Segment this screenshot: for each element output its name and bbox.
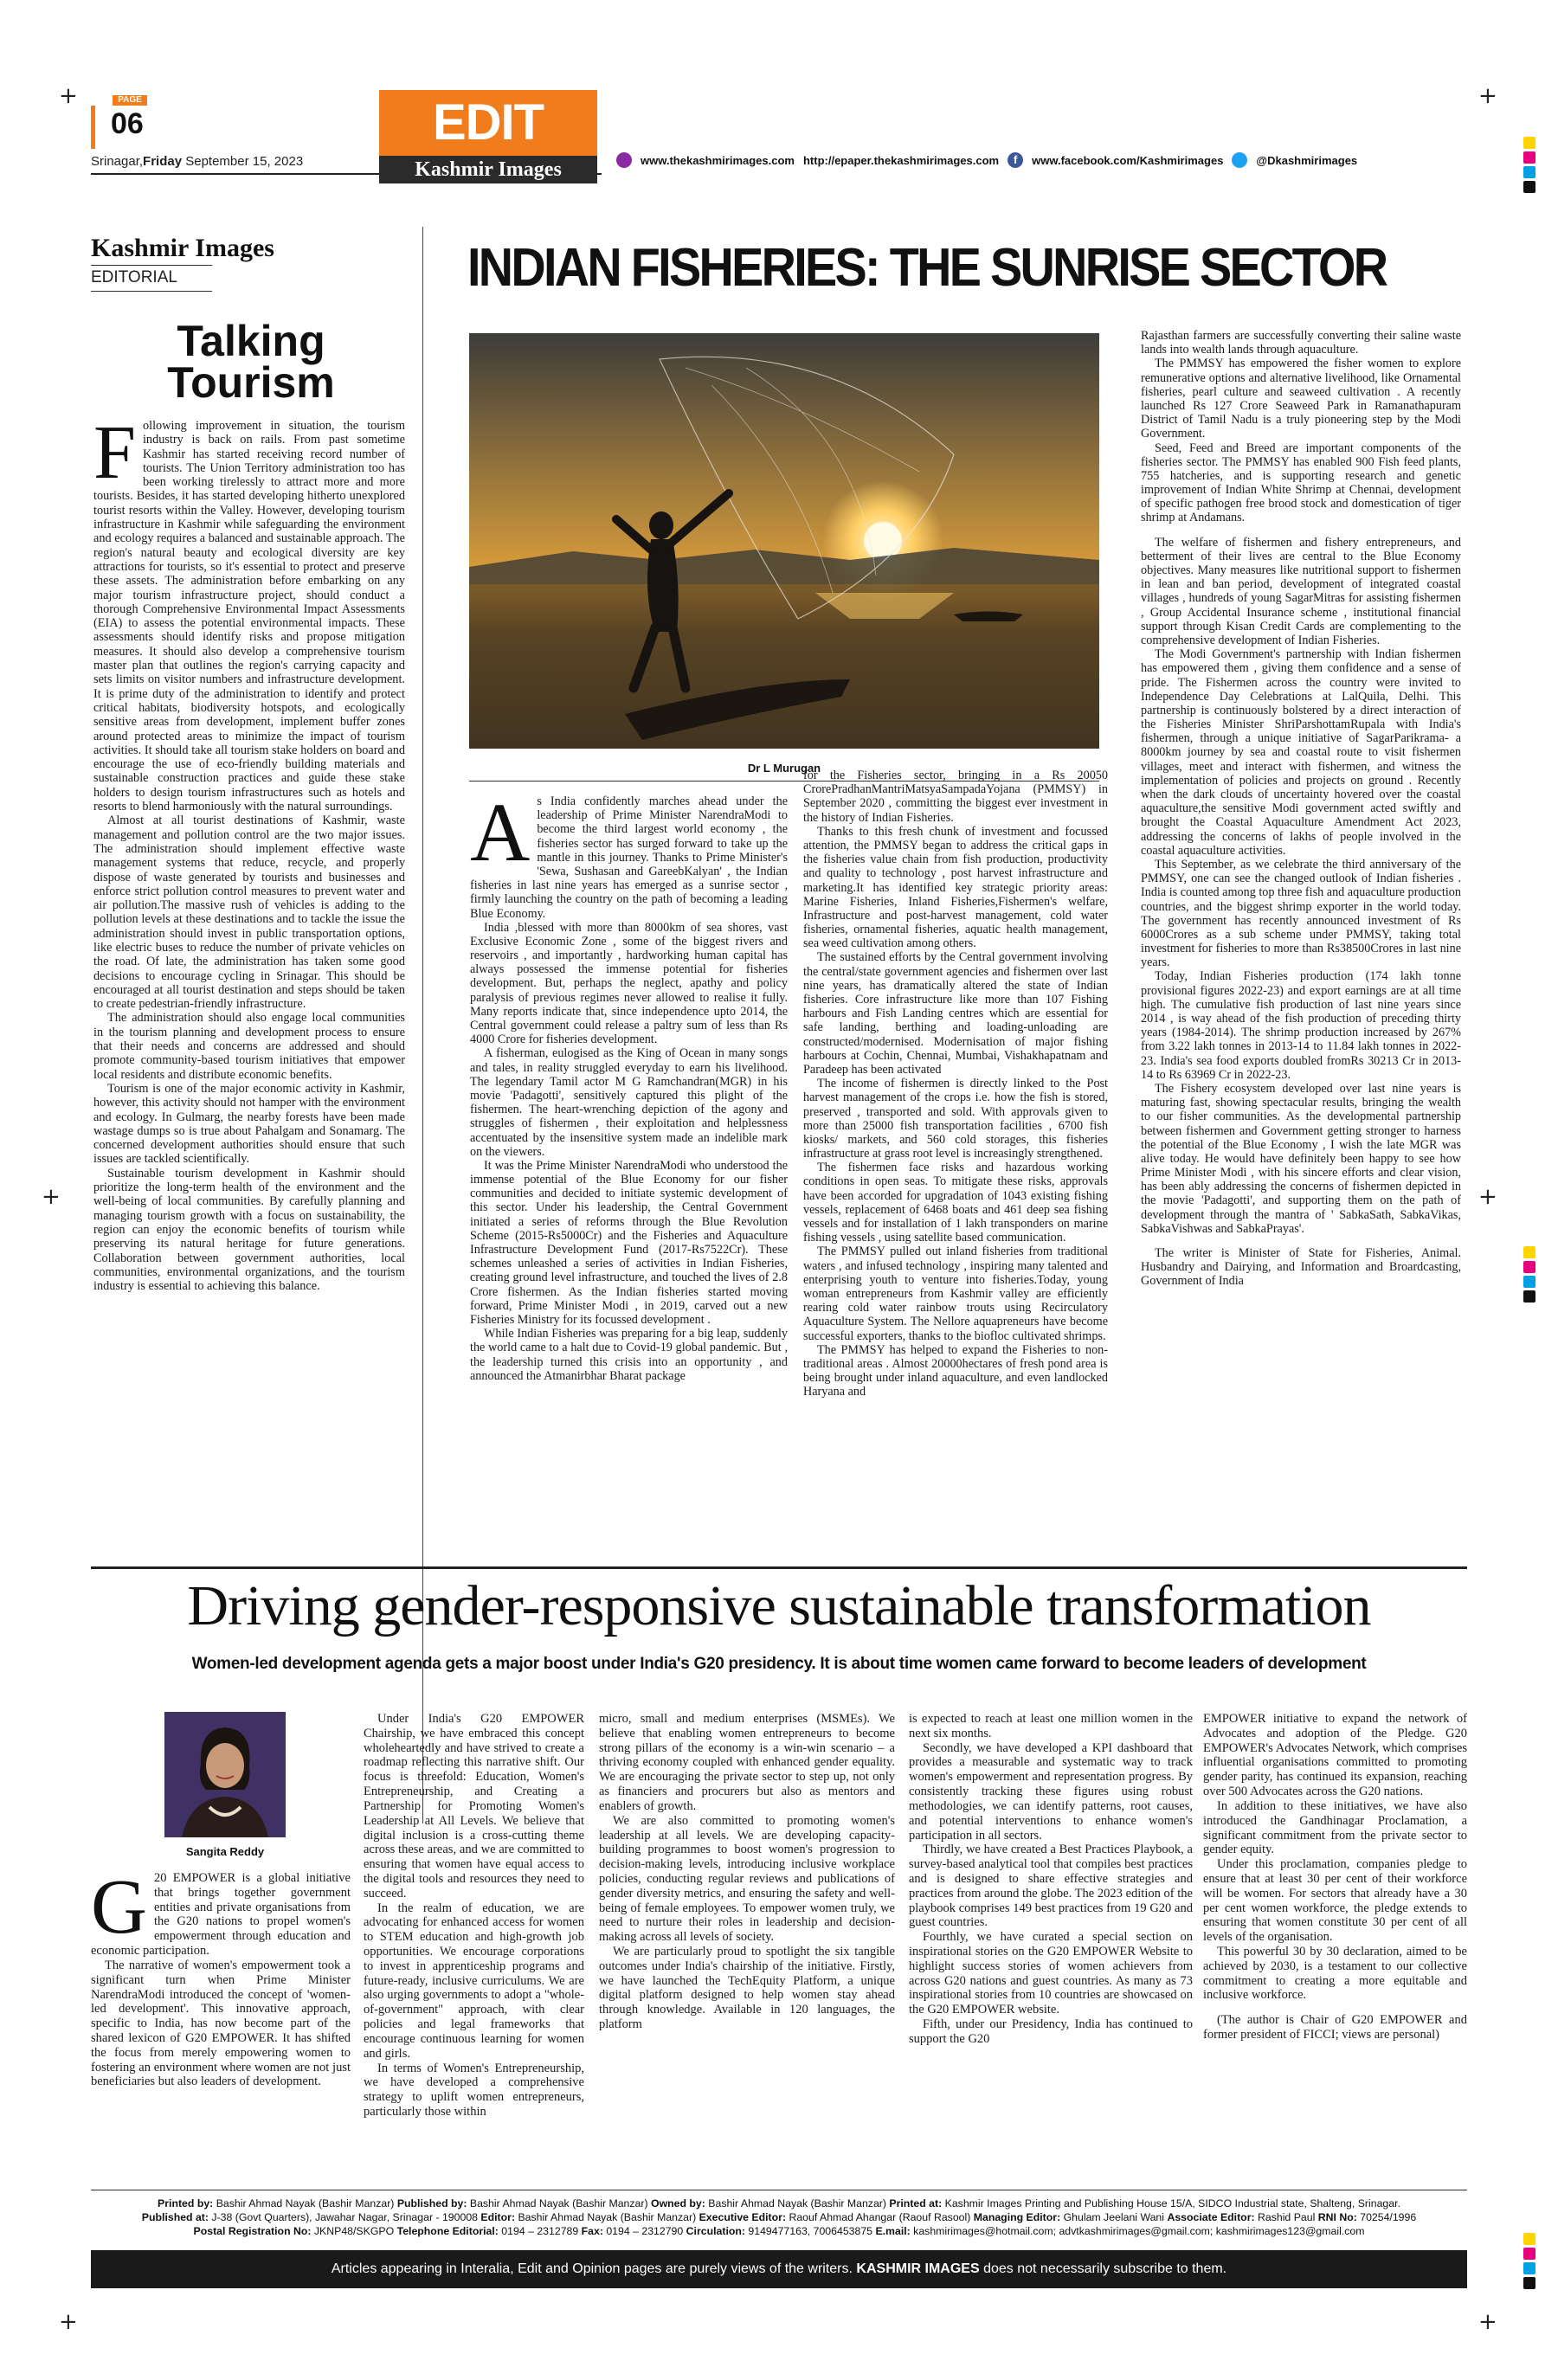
registration-mark: + xyxy=(1478,83,1497,109)
gender-subhead: Women-led development agenda gets a major boost under India's G20 presidency. It is about time women came forward to become leaders of development xyxy=(191,1655,1367,1673)
gender-column-4: is expected to reach at least one million women in the next six months. Secondly, we have developed a KPI dashboard that provides a measurable and systematic way to track women's empowerment and representation progress. By consistently tracking these figures using robust methodologies, we can identify patterns, root causes, and potential interventions to enhance women's participation in all sectors. Thirdly, we have created a Best Practices Playbook, a survey-based analytical tool that compiles best practices and is designed to share effective strategies and practices from around the globe. The 2023 edition of the playbook comprises 149 best practices from 19 G20 and guest countries. Fourthly, we have curated a special section on inspirational stories on the G20 EMPOWER Website to highlight success stories of women achievers from across G20 nations and guest countries. As many as 73 inspirational stories from 10 countries are showcased on the G20 EMPOWER website. Fifth, under our Presidency, India has continued to support the G20 xyxy=(909,1712,1193,2046)
editorial-title: Talking Tourism xyxy=(167,317,335,407)
gender-headline: Driving gender-responsive sustainable transformation xyxy=(187,1574,1371,1637)
twitter-icon xyxy=(1232,152,1247,168)
website-link[interactable]: www.thekashmirimages.com xyxy=(641,153,795,167)
fisheries-column-3: Rajasthan farmers are successfully converting their saline waste lands into wealth lands through aquaculture. The PMMSY has empowered the fisher women to explore remunerative options and alternative livelihood, like Ornamental fisheries, pearl culture and seaweed cultivation . A recently launched Rs 127 Crore Seaweed Park in Ramanathapuram District of Tamil Nadu is a truly pioneering step by the Modi Government. Seed, Feed and Breed are important components of the fisheries sector. The PMMSY has enabled 900 Fish feed plants, 755 hatcheries, and is supporting research and genetic improvement of Indian White Shrimp at Chennai, development of specific pathogen free brood stock and domestication of tiger shrimp at Andamans. The welfare of fishermen and fishery entrepreneurs, and betterment of their lives are central to the Blue Economy objectives. Many measures like nutritional support to fishermen in lean and ban period, development of integrated coastal villages , hundreds of young SagarMitras for assisting fishermen , Group Accidental Insurance scheme , institutional financial support through Kisan Credit Cards are complementing to the comprehensive development of Indian Fisheries. The Modi Government's partnership with Indian fishermen has empowered them , giving them confidence and a sense of pride. The Fishermen across the country were invited to Independence Day Celebrations at LalQuila, Delhi. This partnership is continuously bolstered by a direct interaction of the Fisheries Minister ShriParshottamRupala with India's fishermen, through a unique initiative of SagarParikrama- a 8000km journey by sea and coastal route to visit fishermen villages, meet and interact with fishermen, and witness the implementation of policies and projects on ground . Recently when the dark clouds of uncertainty hovered over the coastal aquaculture,the sensitive Modi government acted swiftly and brought the Coastal Aquaculture Amendment Act 2023, addressing the concerns of lakhs of people involved in the coastal aquaculture activities. This September, as we celebrate the third anniversary of the PMMSY, one can see the changed outlook of Indian fisheries . India is counted among top three fish and aquaculture production countries, and the biggest shrimp exporter in the world today. The government has recently announced investment of Rs 6000Crores as a sub scheme under PMMSY, taking total investment for fisheries to more than Rs38500Crores in last nine years. Today, Indian Fisheries production (174 lakh tonne provisional figures 2022-23) and export earnings are at all time high. The cumulative fish production of last nine years since 2014 , is way ahead of the fish production of preceding thirty years (1984-2014). The shrimp production increased by 267% from 3.22 lakh tonnes in 2013-14 to 11.84 lakh tonnes in 2022-23. India's sea food exports doubled fromRs 30213 Cr in 2013-14 to Rs 63969 Cr in 2022-23. The Fishery ecosystem developed over last nine years is maturing fast, showing spectacular results, bringing the wealth to our fisher communities. As the developmental partnership between fishermen and Government getting stronger to harness the potential of the Blue Economy , I wish the late MGR was alive today. He would have definitely been happy to see how Prime Minister Modi , with his sincere efforts and clear vision, has been ably addressing the concerns of fishermen depicted in the movie 'Padagotti', and supporting them on the path of development through the mantra of ' SabkaSath, SabkaVikas, SabkaVishwas and SabkaPrayas'. The writer is Minister of State for Fisheries, Animal. Husbandry and Dairying, and Information and Broardcasting, Government of India xyxy=(1141,329,1461,1289)
editorial-brand: Kashmir Images xyxy=(91,234,274,262)
gender-column-2: Under India's G20 EMPOWER Chairship, we have embraced this concept wholeheartedly and have strived to create a roadmap reflecting this narrative shift. Our focus is threefold: Education, Women's Entrepreneurship, and Creating a Partnership for Promoting Women's Leadership at All Levels. We believe that digital inclusion is a cross-cutting theme across these areas, and we are committed to ensuring that women have equal access to the digital tools and resources they need to succeed. In the realm of education, we are advocating for enhanced access for women to STEM education and high-growth job opportunities. We encourage corporations to invest in apprenticeship programs and future-ready, inclusive curriculums. We are also urging governments to adopt a "whole-of-government" approach, with clear policies and legal frameworks that encourage continuous learning for women and girls. In terms of Women's Entrepreneurship, we have developed a comprehensive strategy to uplift women entrepreneurs, particularly those within xyxy=(364,1712,584,2119)
fisheries-author-note: The writer is Minister of State for Fisheries, Animal. Husbandry and Dairying, and Information and Broardcasting, Government of India xyxy=(1141,1246,1461,1289)
registration-mark: + xyxy=(59,2309,78,2335)
website-icon xyxy=(616,152,632,168)
dateline: Srinagar,Friday September 15, 2023 xyxy=(91,154,304,169)
fisheries-dropcap: A xyxy=(470,786,531,878)
twitter-link[interactable]: @Dkashmirimages xyxy=(1256,153,1358,167)
gender-column-1: G 20 EMPOWER is a global initiative that brings together government entities and private organisations from the G20 nations to propel women's empowerment through education and economic participation. The narrative of women's empowerment took a significant turn when Prime Minister NarendraModi introduced the concept of 'women-led development'. This innovative approach, specific to India, has now become part of the shared lexicon of G20 EMPOWER. It has shifted the focus from merely empowering women to fostering an environment where women are not just beneficiaries but also leaders of development. xyxy=(91,1864,351,2089)
registration-mark: + xyxy=(42,1184,61,1210)
editorial-rule xyxy=(91,265,212,266)
editorial-body: F ollowing improvement in situation, the tourism industry is back on rails. From past sometime Kashmir has started receiving record number of tourists. The Union Territory administration too has been working tirelessly to attract more and more tourists. Besides, it has started developing hitherto unexplored tourist resorts within the Valley. However, developing tourism infrastructure in Kashmir while safeguarding the environment and ecology requires a balanced and sustainable approach. The region's natural beauty and ecological diversity are key attractions for tourists, so it's essential to protect and preserve these assets. The administration before embarking on any major tourism infrastructure project, should conduct a thorough Comprehensive Environmental Impact Assessments (EIA) to assess the potential environmental impacts. These assessments should identify risks and propose mitigation measures. It should also develop a comprehensive tourism master plan that outlines the region's carrying capacity and sets limits on visitor numbers and infrastructure development. It is prime duty of the administration to identify and protect critical habitats, biodiversity hotspots, and ecologically sensitive areas from development, implement buffer zones around protected areas to minimize the impact of tourism activities. It should take all tourism stake holders on board and encourage the use of eco-friendly building materials and sustainable construction practices and guide these stake holders to design tourism infrastructures such as hotels and resorts to blend harmoniously with the natural surroundings. Almost at all tourist destinations of Kashmir, waste management and pollution control are the two major issues. The administration should implement effective waste management systems that reduce, recycle, and properly dispose of waste generated by tourists and businesses and enforce strict pollution control measures to prevent water and air pollution.The massive rush of vehicles is adding to the pollution levels at these destinations and to tackle the issue the administration should invest in public transportation options, like electric buses to reduce the number of private vehicles on the road. Of late, the administration has taken some good decisions to encourage cycling in Srinagar. This should be encouraged at all tourist destination and steps should be taken to create pedestrian-friendly infrastructure. The administration should also engage local communities in the tourism planning and development process to ensure that their needs and concerns are addressed and should promote community-based tourism initiatives that empower local residents and distribute economic benefits. Tourism is one of the major economic activity in Kashmir, however, this activity should not hamper with the environment and ecology. In Gulmarg, the nearby forests have been made wastage dumps so is true about Pahalgam and Sonamarg. The concerned development authorities should ensure that such issues are tackled scientifically. Sustainable tourism development in Kashmir should prioritize the long-term health of the environment and the well-being of local communities. By carefully planning and managing tourism growth with a focus on sustainability, the region can enjoy the economic benefits of tourism while preserving its natural heritage for future generations. Collaboration between government authorities, local communities, environmental organizations, and the tourism industry is essential to achieving this balance. xyxy=(93,411,405,1294)
imprint xyxy=(91,2197,1467,2239)
editorial-label: EDITORIAL xyxy=(91,268,177,286)
fisherman-photo xyxy=(469,333,1099,749)
fisheries-headline: INDIAN FISHERIES: THE SUNRISE SECTOR xyxy=(467,238,1387,298)
header-links xyxy=(616,152,1357,168)
gender-column-3: micro, small and medium enterprises (MSMEs). We believe that enabling women entrepreneurs to become strong pillars of the economy is a win-win scenario – a thriving economy coupled with enhanced gender equality. We are encouraging the private sector to step up, not only as financiers and procurers but also as mentors and enablers of growth. We are also committed to promoting women's leadership at all levels. We are developing capacity-building programmes to boost women's progression to decision-making levels, introducing inclusive workplace policies, conducting regular reviews and publications of gender diversity metrics, and ensuring the safety and well-being of female employees. To empower women truly, we need to nurture their roles in leadership and decision-making across all levels of society. We are particularly proud to spotlight the six tangible outcomes under India's chairship of the initiative. Firstly, we have launched the TechEquity Platform, a unique digital platform designed to help women stay ahead through knowledge. Available in 120 languages, the platform xyxy=(599,1712,895,2032)
registration-mark: + xyxy=(59,83,78,109)
section-title: EDIT xyxy=(379,90,597,156)
fisheries-column-1: A s India confidently marches ahead under the leadership of Prime Minister NarendraModi to become the third largest world economy , the fisheries sector has surged forward to take up the mantle in this journey. Thanks to Prime Minister's 'Sewa, Sushasan and GareebKalyan' , the Indian fisheries in last nine years has emerged as a sunrise sector , firmly launching the country on the path of becoming a leading Blue Economy. India ,blessed with more than 8000km of sea shores, vast Exclusive Economic Zone , some of the biggest rivers and reservoirs , and importantly , hardworking human capital has always possessed the immense potential for fisheries development. But, perhaps the neglect, apathy and policy paralysis of previous regimes never allowed to realise it fully. Many reports indicate that, since independence upto 2014, the Central government could release a paltry sum of less than Rs 4000 Crore for fisheries development. A fisherman, eulogised as the King of Ocean in many songs and tales, in reality struggled everyday to earn his livelihood. The legendary Tamil actor M G Ramchandran(MGR) in his movie 'Padagotti', sensitively captured this plight of the fishermen. The heart-wrenching depiction of the agony and struggles of fishermen , their exploitation and helplessness accentuated by the insensitive system made an indelible mark on the viewers. It was the Prime Minister NarendraModi who understood the immense potential of the Blue Economy for our fisher communities and decided to initiate systemic development of this sector. Under his leadership, the Central Government initiated a series of reforms through the Blue Revolution Scheme (2015-Rs5000Cr) and the Fisheries and Aquaculture Infrastructure Development Fund (2017-Rs7522Cr). These schemes unleashed a series of activities in Indian Fisheries, creating ground level infrastructure, and touched the lives of 2.8 Crore fishermen. As the Indian fisheries started moving forward, Prime Minister Modi , in 2019, carved out a new Fisheries Ministry for its focussed development . While Indian Fisheries was preparing for a big leap, suddenly the world came to a halt due to Covid-19 global pandemic. But , the leadership turned this crisis into an opportunity , and announced the Atmanirbhar Bharat package xyxy=(470,786,788,1383)
editorial-dropcap: F xyxy=(93,411,136,495)
color-calibration-bar xyxy=(1523,1246,1535,1305)
section-brand: Kashmir Images xyxy=(379,156,597,183)
gender-author-note: (The author is Chair of G20 EMPOWER and former president of FICCI; views are personal) xyxy=(1203,2013,1467,2042)
photo-credit: Dr L Murugan xyxy=(747,762,821,775)
epaper-link[interactable]: http://epaper.thekashmirimages.com xyxy=(802,153,1000,167)
color-calibration-bar xyxy=(1523,137,1535,196)
fisherman-sunset-image xyxy=(469,333,1099,749)
imprint-line-2: Published at: J-38 (Govt Quarters), Jawahar Nagar, Srinagar - 190008 Editor: Bashir Ahmad Nayak (Bashir Manzar) Executive Editor: Raouf Ahmad Ahangar (Raouf Rasool) Managing Editor: Ghulam Jeelani Wani Associate Editor: Rashid Paul RNI No: 70254/1996 xyxy=(141,2211,1417,2224)
sangita-reddy-portrait xyxy=(164,1712,286,1837)
page-number-accent xyxy=(91,106,95,149)
imprint-line-1: Printed by: Bashir Ahmad Nayak (Bashir Manzar) Published by: Bashir Ahmad Nayak (Bashir Manzar) Owned by: Bashir Ahmad Nayak (Bashir Manzar) Printed at: Kashmir Images Printing and Publishing House 15/A, SIDCO Industrial state, Shalteng, Srinagar. xyxy=(158,2197,1400,2210)
editorial-rule xyxy=(91,291,212,292)
registration-mark: + xyxy=(1478,1184,1497,1210)
page-number: 06 xyxy=(111,107,144,140)
gender-column-5: EMPOWER initiative to expand the network of Advocates and adoption of the Pledge. G20 EMPOWER's Advocates Network, which comprises influential organisations committed to promoting gender parity, has continued its expansion, reaching over 500 Advocates across the G20 nations. In addition to these initiatives, we have also introduced the Gandhinagar Proclamation, a significant commitment from the private sector to gender equity. Under this proclamation, companies pledge to ensure that at least 30 per cent of their workforce will be women. For sectors that already have a 30 per cent women workforce, the pledge extends to ensuring that women constitute 30 per cent of all levels of the organisation. This powerful 30 by 30 declaration, aimed to be achieved by 2030, is a testament to our collective commitment to creating a more equitable and inclusive workforce. (The author is Chair of G20 EMPOWER and former president of FICCI; views are personal) xyxy=(1203,1712,1467,2042)
facebook-link[interactable]: www.facebook.com/Kashmirimages xyxy=(1032,153,1224,167)
imprint-line-3: Postal Registration No: JKNP48/SKGPO Telephone Editorial: 0194 – 2312789 Fax: 0194 – 2312790 Circulation: 9149477163, 7006453875 E.mail: kashmirimages@hotmail.com; advtkashmirimages@gmail.com; kashmirimages123@gmail.com xyxy=(193,2225,1365,2238)
registration-mark: + xyxy=(1478,2309,1497,2335)
page-label: PAGE xyxy=(113,95,147,106)
color-calibration-bar xyxy=(1523,2233,1535,2292)
fisheries-column-2: for the Fisheries sector, bringing in a Rs 20050 CrorePradhanMantriMatsyaSampadaYojana (PMMSY) in September 2020 , committing the biggest ever investment in the history of Indian Fisheries. Thanks to this fresh chunk of investment and focussed attention, the PMMSY began to address the critical gaps in the fisheries value chain from fish production, productivity and quality to technology , post harvest infrastructure and marketing.It has identified key strategic priority areas: Marine Fisheries, Inland Fisheries,Fishermen's welfare, Infrastructure and post-harvest management, cold water fisheries, ornamental fisheries, aquatic health management, sea weed cultivation among others. The sustained efforts by the Central government involving the central/state government agencies and fishermen over last nine years, has dramatically altered the state of Indian fisheries. Core infrastructure like more than 107 Fishing harbours and Fish Landing centres which are essential for safe landing, berthing and loading-unloading are constructed/modernised. Modernisation of major fishing harbours at Cochin, Chennai, Mumbai, Vishakhapatnam and Paradeep has been activated The income of fishermen is directly linked to the Post harvest management of the crops i.e. how the fish is stored, preserved , transported and sold. With approvals given to more than 25000 fish transportation facilities , 6700 fish kiosks/ markets, and 560 cold storages, this fisheries infrastructure at grass root level is increasingly strengthened. The fishermen face risks and hazardous working conditions in open seas. To mitigate these risks, approvals have been accorded for upgradation of 1043 existing fishing vessels, replacement of 6468 boats and 461 deep sea fishing vessels and for installation of 1 lakh transponders on marine fishing vessels , using satellite based communication. The PMMSY pulled out inland fisheries from traditional waters , and infused technology , inspiring many talented and enterprising youth to venture into fisheries.Today, young woman entrepreneurs from Kashmir valley are efficiently rearing cold water rainbow trouts using Recirculatory Aquaculture System. The Nellore aquapreneurs have become successful exporters, thanks to the biofloc cultivated shrimps. The PMMSY has helped to expand the Fisheries to non-traditional areas . Almost 20000hectares of fresh pond area is being brought under inland aquaculture, and even landlocked Haryana and xyxy=(803,769,1108,1399)
section-divider xyxy=(91,1566,1467,1569)
author-name: Sangita Reddy xyxy=(185,1845,265,1858)
disclaimer-bar: Articles appearing in Interalia, Edit and Opinion pages are purely views of the writers. KASHMIR IMAGES does not necessarily subscribe to them. xyxy=(91,2250,1467,2288)
facebook-icon: f xyxy=(1008,152,1023,168)
author-portrait xyxy=(164,1712,286,1837)
gender-dropcap: G xyxy=(91,1864,147,1950)
